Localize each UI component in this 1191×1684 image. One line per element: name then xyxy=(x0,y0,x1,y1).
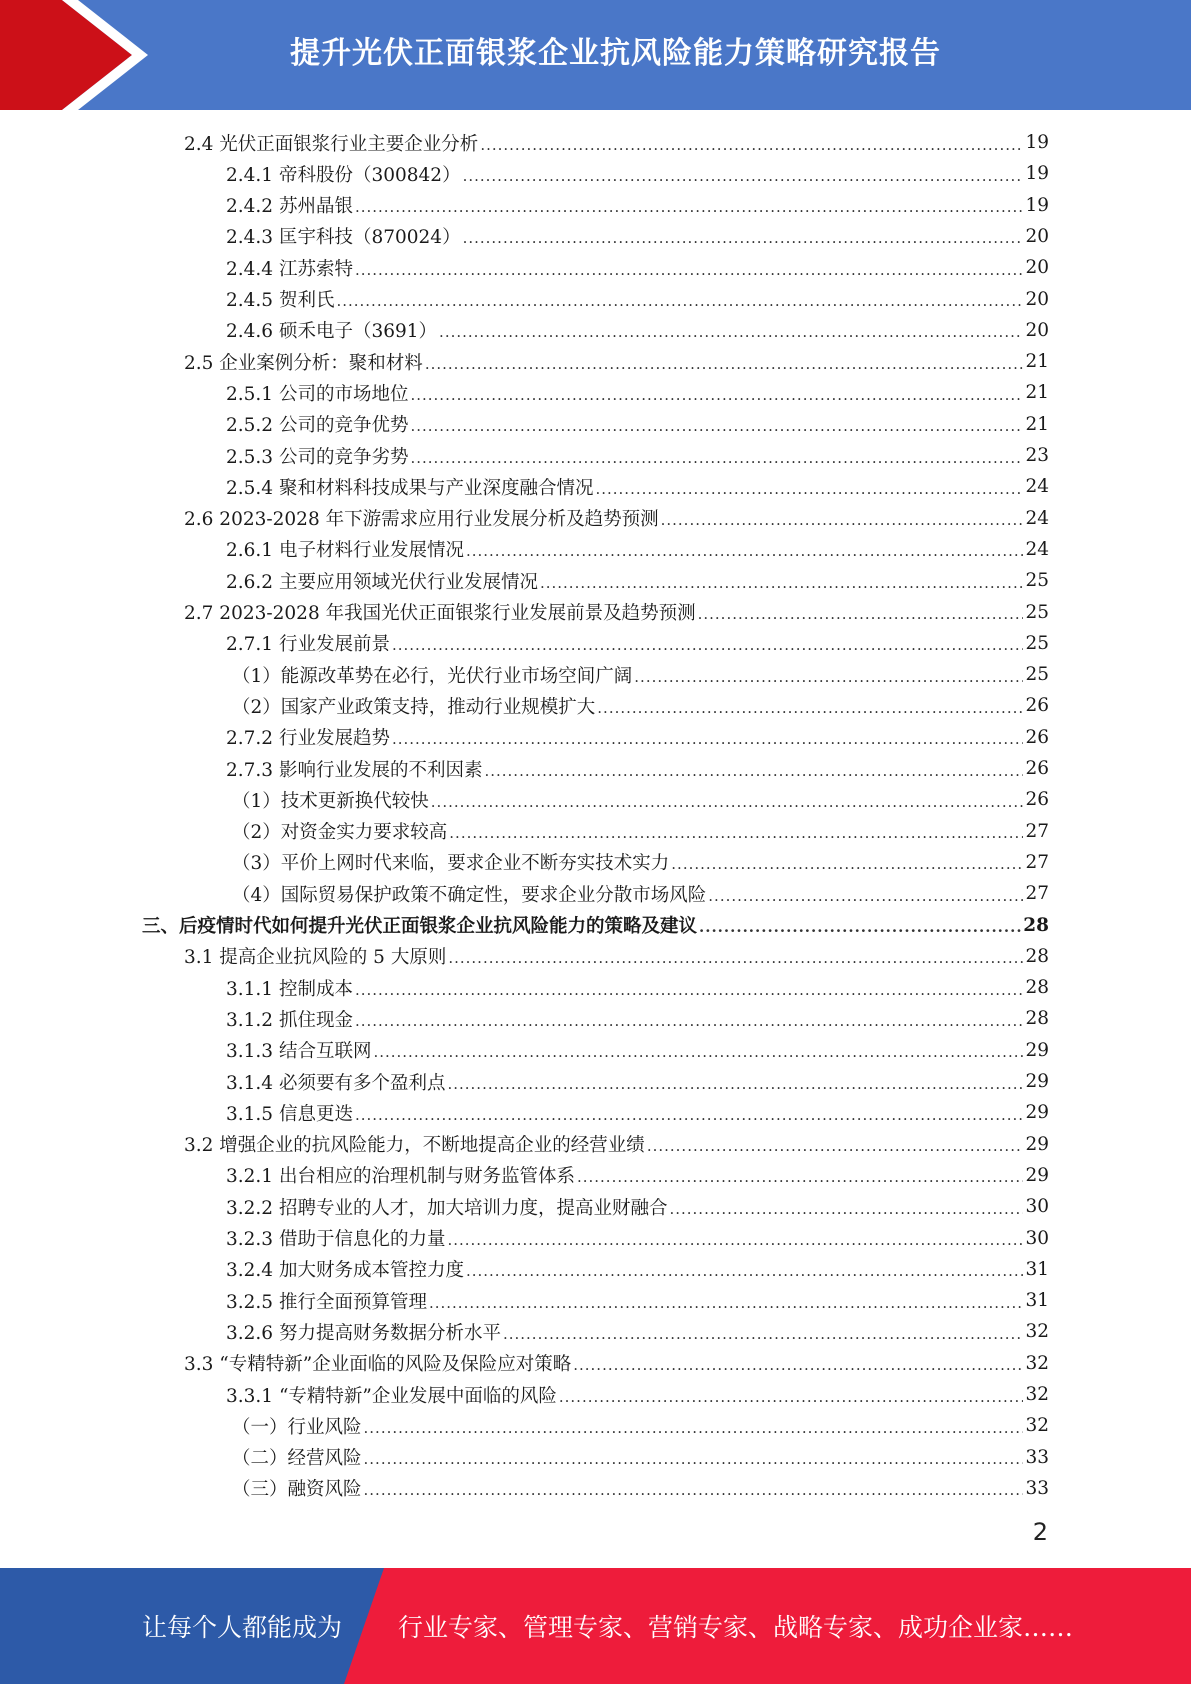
toc-entry-title: 3.1 提高企业抗风险的 5 大原则 xyxy=(184,947,447,969)
toc-entry-page: 28 xyxy=(1025,945,1049,967)
toc-dot-leader xyxy=(364,1481,1024,1499)
header-banner xyxy=(0,0,1191,110)
toc-entry-title: 3.2.6 努力提高财务数据分析水平 xyxy=(226,1322,501,1344)
toc-entry-page: 28 xyxy=(1025,977,1049,999)
toc-entry-title: （4）国际贸易保护政策不确定性，要求企业分散市场风险 xyxy=(232,884,707,906)
toc-entry-page: 19 xyxy=(1025,163,1049,185)
toc-entry[interactable] xyxy=(226,1097,1049,1128)
toc-entry-title: （1）能源改革势在必行，光伏行业市场空间广阔 xyxy=(232,665,633,687)
toc-entry-title: 2.4.1 帝科股份（300842） xyxy=(226,164,461,186)
toc-entry[interactable] xyxy=(232,784,1049,815)
toc-entry[interactable] xyxy=(226,221,1049,252)
toc-entry-title: 2.7.1 行业发展前景 xyxy=(226,634,390,656)
toc-dot-leader xyxy=(595,480,1023,498)
toc-entry-title: 2.4 光伏正面银浆行业主要企业分析 xyxy=(184,133,479,155)
toc-entry[interactable] xyxy=(226,1191,1049,1222)
toc-dot-leader xyxy=(355,198,1024,216)
toc-dot-leader xyxy=(336,292,1023,310)
toc-dot-leader xyxy=(373,1043,1023,1061)
toc-entry-page: 29 xyxy=(1025,1071,1049,1092)
toc-entry[interactable] xyxy=(184,597,1049,628)
toc-entry-title: 3.3.1 “专精特新”企业发展中面临的风险 xyxy=(226,1385,557,1407)
toc-entry-page: 33 xyxy=(1025,1446,1049,1468)
toc-dot-leader xyxy=(698,605,1024,623)
toc-entry[interactable] xyxy=(226,252,1049,283)
toc-dot-leader xyxy=(597,699,1023,717)
toc-entry-title: 3.1.1 控制成本 xyxy=(226,978,353,1000)
toc-entry[interactable] xyxy=(232,659,1049,690)
toc-dot-leader xyxy=(647,1137,1024,1155)
toc-entry-page: 26 xyxy=(1025,695,1049,717)
toc-entry-page: 25 xyxy=(1025,601,1049,623)
toc-entry[interactable] xyxy=(226,1035,1049,1066)
toc-dot-leader xyxy=(392,730,1023,748)
toc-entry-page: 25 xyxy=(1025,632,1049,654)
toc-entry-page: 27 xyxy=(1025,851,1049,873)
toc-entry[interactable] xyxy=(226,158,1049,189)
toc-dot-leader xyxy=(439,323,1023,341)
toc-entry-page: 31 xyxy=(1025,1258,1049,1280)
toc-entry[interactable] xyxy=(226,753,1049,784)
toc-entry-page: 20 xyxy=(1025,319,1049,341)
toc-dot-leader xyxy=(661,511,1024,529)
toc-dot-leader xyxy=(484,762,1023,780)
toc-entry-page: 24 xyxy=(1025,538,1049,560)
toc-entry[interactable] xyxy=(226,1223,1049,1254)
toc-entry-title: 2.7.2 行业发展趋势 xyxy=(226,728,390,750)
toc-entry-title: （1）技术更新换代较快 xyxy=(232,790,429,812)
toc-dot-leader xyxy=(392,636,1023,654)
toc-dot-leader xyxy=(463,167,1024,185)
toc-entry[interactable] xyxy=(184,346,1049,377)
toc-dot-leader xyxy=(577,1168,1023,1186)
toc-entry[interactable] xyxy=(226,1066,1049,1097)
toc-entry-title: 2.4.6 硕禾电子（3691） xyxy=(226,321,438,343)
footer-slogan-right: 行业专家、管理专家、营销专家、战略专家、成功企业家…… xyxy=(398,1613,1074,1642)
toc-entry-title: 2.4.5 贺利氏 xyxy=(226,290,335,311)
toc-entry[interactable] xyxy=(226,1003,1049,1034)
toc-entry[interactable] xyxy=(226,722,1049,753)
toc-entry[interactable] xyxy=(184,941,1049,972)
toc-dot-leader xyxy=(429,1294,1023,1312)
toc-dot-leader xyxy=(463,229,1024,247)
toc-entry[interactable] xyxy=(232,690,1049,721)
toc-dot-leader xyxy=(634,668,1023,686)
toc-entry-title: 2.6 2023-2028 年下游需求应用行业发展分析及趋势预测 xyxy=(184,509,659,531)
toc-entry[interactable] xyxy=(232,1473,1049,1504)
toc-entry-page: 24 xyxy=(1025,476,1049,498)
toc-dot-leader xyxy=(480,136,1023,154)
toc-entry-title: 3.2.2 招聘专业的人才，加大培训力度，提高业财融合 xyxy=(226,1197,668,1219)
toc-entry[interactable] xyxy=(232,1410,1049,1441)
toc-entry[interactable] xyxy=(226,565,1049,596)
toc-entry[interactable] xyxy=(226,471,1049,502)
toc-entry[interactable] xyxy=(226,284,1049,315)
footer-banner xyxy=(0,1568,1191,1684)
toc-entry-page: 21 xyxy=(1025,382,1049,404)
toc-entry[interactable] xyxy=(226,1254,1049,1285)
toc-dot-leader xyxy=(425,355,1024,373)
toc-dot-leader xyxy=(671,855,1023,873)
toc-entry-title: 2.6.1 电子材料行业发展情况 xyxy=(226,540,464,562)
toc-entry-page: 20 xyxy=(1025,225,1049,247)
toc-entry-page: 20 xyxy=(1025,257,1049,279)
toc-entry-title: （3）平价上网时代来临，要求企业不断夯实技术实力 xyxy=(232,853,670,875)
toc-entry-title: 三、后疫情时代如何提升光伏正面银浆企业抗风险能力的策略及建议 xyxy=(142,916,698,937)
toc-entry[interactable] xyxy=(226,409,1049,440)
toc-entry-title: （二）经营风险 xyxy=(232,1448,362,1470)
toc-entry-title: 3.2.4 加大财务成本管控力度 xyxy=(226,1260,464,1282)
toc-entry[interactable] xyxy=(232,1442,1049,1473)
toc-entry-page: 32 xyxy=(1025,1321,1049,1343)
toc-entry-page: 30 xyxy=(1025,1196,1049,1218)
toc-entry-title: 2.4.3 匡宇科技（870024） xyxy=(226,227,461,249)
toc-entry[interactable] xyxy=(184,1348,1049,1379)
toc-entry[interactable] xyxy=(226,377,1049,408)
toc-entry[interactable] xyxy=(184,127,1049,158)
toc-dot-leader xyxy=(699,918,1021,936)
toc-entry-title: 2.7.3 影响行业发展的不利因素 xyxy=(226,759,483,781)
toc-entry-page: 31 xyxy=(1025,1290,1049,1312)
toc-entry-title: 3.1.5 信息更迭 xyxy=(226,1103,353,1125)
toc-entry[interactable] xyxy=(226,972,1049,1003)
toc-entry-page: 28 xyxy=(1025,1008,1049,1030)
toc-entry-title: 2.5.3 公司的竞争劣势 xyxy=(226,446,409,468)
toc-entry-page: 27 xyxy=(1025,883,1049,905)
toc-entry[interactable] xyxy=(226,190,1049,221)
toc-entry[interactable] xyxy=(226,1316,1049,1347)
toc-entry-page: 26 xyxy=(1025,726,1049,748)
toc-entry-title: 2.7 2023-2028 年我国光伏正面银浆行业发展前景及趋势预测 xyxy=(184,603,696,624)
toc-entry-title: 2.5.1 公司的市场地位 xyxy=(226,383,409,405)
toc-entry-page: 32 xyxy=(1025,1352,1049,1374)
toc-entry-page: 26 xyxy=(1025,789,1049,811)
toc-entry-title: 3.1.2 抓住现金 xyxy=(226,1009,353,1031)
toc-entry-title: （三）融资风险 xyxy=(232,1479,362,1501)
toc-dot-leader xyxy=(573,1356,1023,1374)
toc-entry-page: 19 xyxy=(1025,132,1049,153)
toc-entry-page: 24 xyxy=(1025,507,1049,529)
chevron-arrow-icon xyxy=(0,0,160,110)
toc-entry[interactable] xyxy=(184,1129,1049,1160)
toc-entry-page: 28 xyxy=(1023,914,1049,936)
toc-dot-leader xyxy=(449,824,1023,842)
toc-entry-page: 21 xyxy=(1025,413,1049,435)
page-number: 2 xyxy=(1032,1518,1048,1546)
toc-entry-page: 29 xyxy=(1025,1164,1049,1186)
toc-entry-page: 21 xyxy=(1025,351,1049,373)
toc-entry-title: 2.5.2 公司的竞争优势 xyxy=(226,415,409,437)
toc-entry-title: 2.6.2 主要应用领域光伏行业发展情况 xyxy=(226,571,538,593)
toc-dot-leader xyxy=(503,1325,1023,1343)
toc-entry-title: 3.1.4 必须要有多个盈利点 xyxy=(226,1072,446,1094)
toc-entry-title: 3.1.3 结合互联网 xyxy=(226,1041,372,1063)
toc-entry[interactable] xyxy=(226,534,1049,565)
toc-entry-page: 27 xyxy=(1025,820,1049,842)
toc-dot-leader xyxy=(669,1200,1023,1218)
toc-entry-title: 3.2.1 出台相应的治理机制与财务监管体系 xyxy=(226,1166,575,1188)
toc-dot-leader xyxy=(355,981,1024,999)
toc-dot-leader xyxy=(355,1012,1024,1030)
toc-entry-page: 23 xyxy=(1025,445,1049,466)
toc-entry[interactable] xyxy=(184,503,1049,534)
toc-entry-title: （一）行业风险 xyxy=(232,1416,362,1438)
toc-dot-leader xyxy=(410,417,1023,435)
toc-entry-page: 29 xyxy=(1025,1039,1049,1061)
toc-entry-page: 30 xyxy=(1025,1227,1049,1249)
toc-dot-leader xyxy=(540,574,1023,592)
toc-entry-page: 26 xyxy=(1025,758,1049,779)
toc-entry-title: 3.3 “专精特新”企业面临的风险及保险应对策略 xyxy=(184,1354,572,1376)
toc-entry-page: 33 xyxy=(1025,1477,1049,1499)
toc-entry[interactable] xyxy=(226,315,1049,346)
toc-dot-leader xyxy=(466,542,1023,560)
toc-dot-leader xyxy=(431,793,1024,811)
toc-entry[interactable] xyxy=(226,1285,1049,1316)
toc-entry-title: （2）对资金实力要求较高 xyxy=(232,822,448,844)
toc-dot-leader xyxy=(364,1450,1024,1468)
toc-dot-leader xyxy=(410,449,1023,467)
toc-dot-leader xyxy=(466,1262,1023,1280)
toc-entry[interactable] xyxy=(226,628,1049,659)
toc-entry[interactable] xyxy=(226,440,1049,471)
toc-entry-page: 29 xyxy=(1025,1133,1049,1155)
toc-entry[interactable] xyxy=(232,816,1049,847)
toc-entry[interactable] xyxy=(232,878,1049,909)
toc-entry-page: 25 xyxy=(1025,570,1049,592)
toc-dot-leader xyxy=(355,1106,1024,1124)
toc-entry-page: 32 xyxy=(1025,1384,1049,1405)
toc-dot-leader xyxy=(447,1075,1023,1093)
toc-entry-title: （2）国家产业政策支持，推动行业规模扩大 xyxy=(232,696,596,718)
toc-entry-title: 2.4.4 江苏索特 xyxy=(226,258,353,280)
toc-entry[interactable] xyxy=(142,910,1049,941)
toc-entry[interactable] xyxy=(226,1379,1049,1410)
toc-dot-leader xyxy=(559,1388,1024,1406)
toc-entry-page: 20 xyxy=(1025,288,1049,310)
toc-dot-leader xyxy=(448,949,1023,967)
footer-slogan-left: 让每个人都能成为 xyxy=(142,1613,343,1642)
toc-entry-page: 29 xyxy=(1025,1102,1049,1124)
toc-entry-title: 2.5 企业案例分析：聚和材料 xyxy=(184,352,423,374)
toc-entry-title: 3.2.3 借助于信息化的力量 xyxy=(226,1229,446,1250)
toc-entry-title: 2.5.4 聚和材料科技成果与产业深度融合情况 xyxy=(226,477,594,499)
toc-dot-leader xyxy=(364,1419,1024,1437)
toc-entry-page: 19 xyxy=(1025,194,1049,216)
toc-entry[interactable] xyxy=(232,847,1049,878)
toc-entry-title: 2.4.2 苏州晶银 xyxy=(226,196,353,218)
toc-dot-leader xyxy=(410,386,1023,404)
toc-dot-leader xyxy=(708,887,1023,905)
toc-entry-title: 3.2.5 推行全面预算管理 xyxy=(226,1291,427,1313)
toc-dot-leader xyxy=(447,1231,1023,1249)
toc-entry-title: 3.2 增强企业的抗风险能力，不断地提高企业的经营业绩 xyxy=(184,1135,645,1157)
toc-entry-page: 32 xyxy=(1025,1415,1049,1437)
toc-entry-page: 25 xyxy=(1025,664,1049,686)
toc-entry[interactable] xyxy=(226,1160,1049,1191)
toc-dot-leader xyxy=(355,261,1024,279)
document-title: 提升光伏正面银浆企业抗风险能力策略研究报告 xyxy=(290,36,941,71)
